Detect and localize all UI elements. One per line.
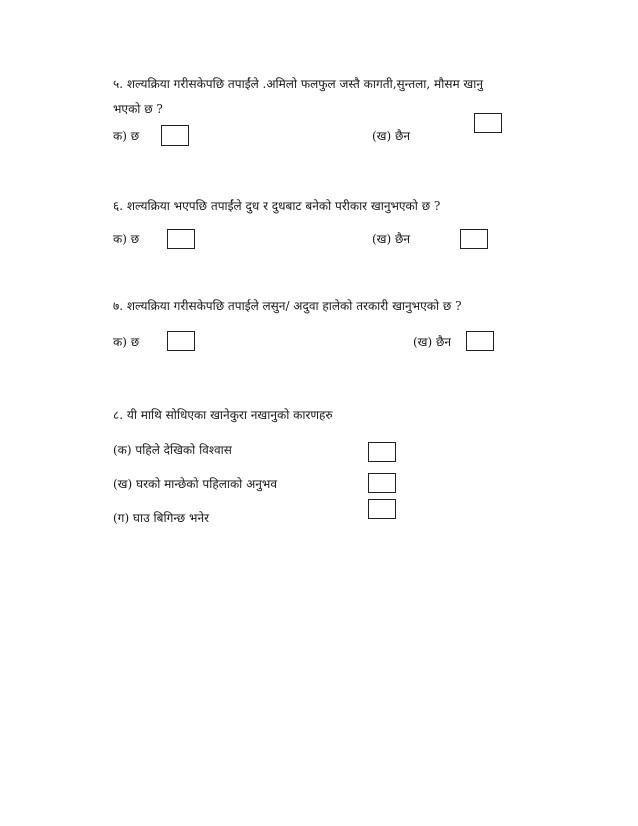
q8-option-a-checkbox[interactable]	[368, 442, 396, 462]
q8-option-a-label: (क) पहिले देखिको विश्वास	[113, 443, 232, 457]
q7-option-b-checkbox[interactable]	[466, 331, 494, 351]
q6-option-a-label: क) छ	[113, 232, 140, 246]
q7-option-b-label: (ख) छैन	[413, 335, 452, 349]
q6-option-b-checkbox[interactable]	[460, 229, 488, 249]
q5-option-a-checkbox[interactable]	[161, 125, 189, 146]
q5-option-a-label: क) छ	[113, 129, 140, 143]
q6-text: ६. शल्यक्रिया भएपछि तपाईंले दुध र दुधबाट बनेको परीकार खानुभएको छ ?	[113, 199, 441, 213]
q8-option-b-checkbox[interactable]	[368, 473, 396, 493]
q6-option-b-label: (ख) छैन	[372, 232, 411, 246]
q8-option-c-checkbox[interactable]	[368, 499, 396, 519]
q7-option-a-label: क) छ	[113, 335, 140, 349]
q8-option-c-label: (ग) घाउ बिगिन्छ भनेर	[113, 511, 210, 525]
q5-text-line1: ५. शल्यक्रिया गरीसकेपछि तपाईंले .अमिलो फलफुल जस्तै कागती,सुन्तला, मौसम खानु	[113, 77, 484, 91]
q7-text: ७. शल्यक्रिया गरीसकेपछि तपाईले लसुन/ अदुवा हालेको तरकारी खानुभएको छ ?	[113, 299, 462, 313]
q7-option-a-checkbox[interactable]	[167, 331, 195, 351]
q5-option-b-label: (ख) छैन	[372, 129, 411, 143]
q6-option-a-checkbox[interactable]	[167, 229, 195, 249]
q5-option-b-checkbox[interactable]	[474, 113, 502, 133]
q8-text: ८. यी माथि सोधिएका खानेकुरा नखानुको कारणहरु	[113, 408, 333, 422]
q8-option-b-label: (ख) घरको मान्छेको पहिलाको अनुभव	[113, 477, 278, 491]
q5-text-line2: भएको छ ?	[113, 102, 163, 116]
